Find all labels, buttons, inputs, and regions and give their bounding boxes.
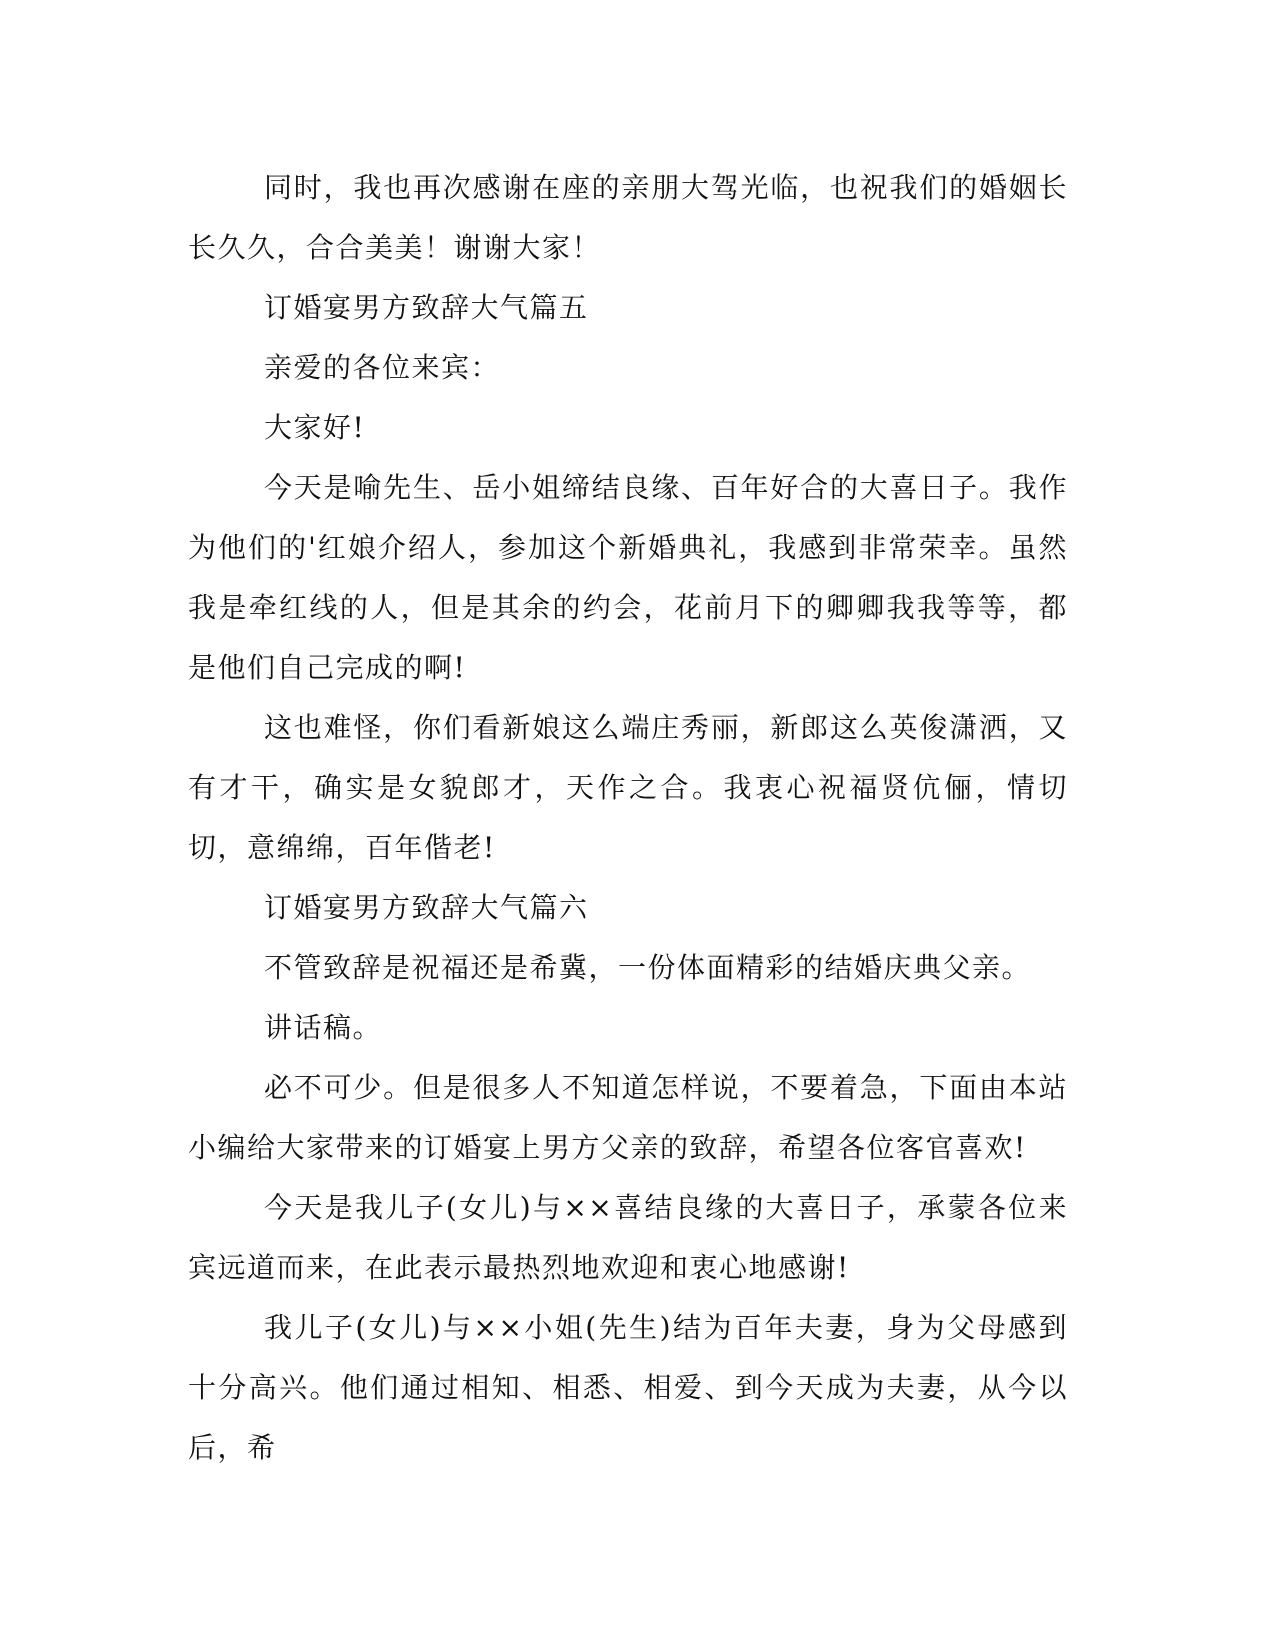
paragraph-thanks-closing: 同时，我也再次感谢在座的亲朋大驾光临，也祝我们的婚姻长长久久，合合美美！谢谢大家！	[188, 171, 1068, 264]
paragraph-parents-joy: 我儿子(女儿)与××小姐(先生)结为百年夫妻，身为父母感到十分高兴。他们通过相知、相悉、相爱、到今天成为夫妻，从今以后，希	[188, 1311, 1068, 1464]
paragraph-speech-intro: 不管致辞是祝福还是希冀，一份体面精彩的结婚庆典父亲。	[264, 951, 1032, 984]
section-heading-part-five: 订婚宴男方致辞大气篇五	[264, 291, 589, 324]
section-heading-part-six: 订婚宴男方致辞大气篇六	[264, 891, 589, 924]
paragraph-welcome: 今天是我儿子(女儿)与××喜结良缘的大喜日子，承蒙各位来宾远道而来，在此表示最热烈地欢迎和衷心地感谢!	[188, 1191, 1068, 1284]
paragraph-matchmaker-intro: 今天是喻先生、岳小姐缔结良缘、百年好合的大喜日子。我作为他们的'红娘介绍人，参加这个新婚典礼，我感到非常荣幸。虽然我是牵红线的人，但是其余的约会，花前月下的卿卿我我等等，都是他们自己完成的啊!	[188, 471, 1068, 684]
paragraph-salutation: 亲爱的各位来宾：	[264, 351, 501, 384]
paragraph-greeting: 大家好!	[264, 411, 366, 444]
document-body	[188, 158, 1068, 1478]
paragraph-blessing: 这也难怪，你们看新娘这么端庄秀丽，新郎这么英俊潇洒，又有才干，确实是女貌郎才，天作之合。我衷心祝福贤伉俪，情切切，意绵绵，百年偕老!	[188, 711, 1068, 864]
paragraph-editor-note: 必不可少。但是很多人不知道怎样说，不要着急，下面由本站小编给大家带来的订婚宴上男方父亲的致辞，希望各位客官喜欢!	[188, 1071, 1068, 1164]
paragraph-speech-draft: 讲话稿。	[264, 1011, 383, 1044]
